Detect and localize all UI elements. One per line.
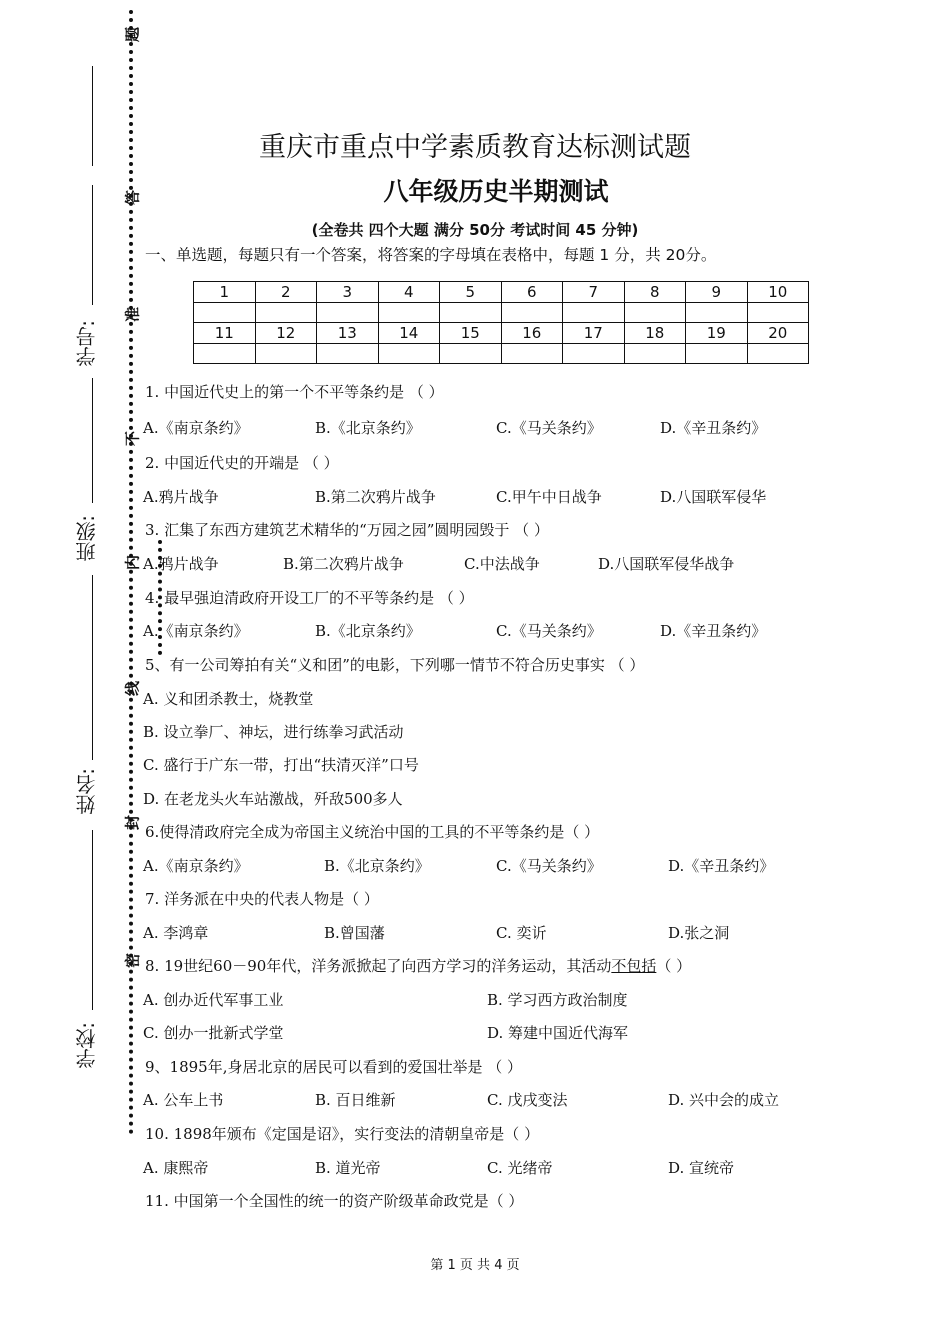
answer-table <box>193 281 809 364</box>
answer-cell[interactable] <box>317 343 379 364</box>
answer-number: 13 <box>317 323 379 344</box>
answer-number: 2 <box>255 282 317 303</box>
answer-cell[interactable] <box>440 302 502 323</box>
exam-title: 重庆市重点中学素质教育达标测试题 <box>259 132 691 163</box>
exam-info: (全卷共 四个大题 满分 50分 考试时间 45 分钟) <box>311 221 639 239</box>
option: A. 李鸿章 <box>143 924 209 942</box>
answer-cell[interactable] <box>440 343 502 364</box>
answer-cell[interactable] <box>501 343 563 364</box>
page-footer: 第 1 页 共 4 页 <box>430 1258 520 1273</box>
stem-underlined: 不包括 <box>611 957 657 975</box>
option: D. 筹建中国近代海军 <box>487 1024 629 1042</box>
answer-cell[interactable] <box>317 302 379 323</box>
answer-cell[interactable] <box>747 343 809 364</box>
answer-number: 16 <box>501 323 563 344</box>
answer-cell[interactable] <box>624 343 686 364</box>
option: A.《南京条约》 <box>143 622 249 640</box>
stem-text: （ ） <box>656 957 692 975</box>
option: D. 兴中会的成立 <box>668 1091 780 1109</box>
answer-number: 10 <box>747 282 809 303</box>
answer-cell[interactable] <box>255 343 317 364</box>
section-heading: 一、单选题，每题只有一个答案，将答案的字母填在表格中，每题 1 分，共 20分。 <box>145 246 717 264</box>
seal-char-3: 准 <box>123 307 142 323</box>
school-label: 学校: <box>75 1022 99 1069</box>
option: D.张之洞 <box>668 924 730 942</box>
option: A.鸦片战争 <box>143 488 219 506</box>
option: C. 戊戌变法 <box>487 1091 568 1109</box>
option: B.第二次鸦片战争 <box>315 488 436 506</box>
field-line-name[interactable] <box>92 575 93 760</box>
option: A. 创办近代军事工业 <box>143 991 284 1009</box>
option: D. 在老龙头火车站激战，歼敌500多人 <box>143 790 403 808</box>
answer-number: 1 <box>194 282 256 303</box>
option: C. 创办一批新式学堂 <box>143 1024 284 1042</box>
answer-cell[interactable] <box>194 343 256 364</box>
name-label: 姓名: <box>75 768 99 815</box>
answer-number: 12 <box>255 323 317 344</box>
option: B. 设立拳厂、神坛，进行练拳习武活动 <box>143 723 404 741</box>
option: C. 光绪帝 <box>487 1159 553 1177</box>
seal-char-8: 密 <box>123 953 142 969</box>
answer-cell[interactable] <box>378 302 440 323</box>
option: D. 宣统帝 <box>668 1159 735 1177</box>
answer-number: 7 <box>563 282 625 303</box>
seal-char-5: 内 <box>123 555 142 571</box>
answer-cell[interactable] <box>686 302 748 323</box>
answer-number: 18 <box>624 323 686 344</box>
question-stem: 11. 中国第一个全国性的统一的资产阶级革命政党是（ ） <box>145 1192 524 1210</box>
answer-number-row <box>194 282 809 303</box>
answer-cell[interactable] <box>563 302 625 323</box>
answer-number: 6 <box>501 282 563 303</box>
answer-cell[interactable] <box>194 302 256 323</box>
question-stem: 1. 中国近代史上的第一个不平等条约是 （ ） <box>145 383 444 401</box>
option: B.《北京条约》 <box>315 622 421 640</box>
answer-number-row <box>194 323 809 344</box>
answer-cell[interactable] <box>624 302 686 323</box>
answer-blank-row <box>194 302 809 323</box>
answer-cell[interactable] <box>563 343 625 364</box>
option: B. 百日维新 <box>315 1091 396 1109</box>
seal-char-4: 不 <box>123 431 142 447</box>
option: A. 公车上书 <box>143 1091 224 1109</box>
answer-cell[interactable] <box>747 302 809 323</box>
seal-char-2: 答 <box>123 190 142 206</box>
option: C.《马关条约》 <box>496 419 602 437</box>
question-stem: 5、有一公司筹拍有关“义和团”的电影，下列哪一情节不符合历史事实 （ ） <box>145 656 645 674</box>
answer-number: 19 <box>686 323 748 344</box>
option: D.《辛丑条约》 <box>660 419 767 437</box>
option: D.八国联军侵华 <box>660 488 767 506</box>
question-stem: 7. 洋务派在中央的代表人物是（ ） <box>145 890 379 908</box>
answer-number: 3 <box>317 282 379 303</box>
answer-number: 17 <box>563 323 625 344</box>
option: D.八国联军侵华战争 <box>598 555 735 573</box>
student-id-label: 学号: <box>75 320 99 367</box>
answer-cell[interactable] <box>378 343 440 364</box>
answer-blank-row <box>194 343 809 364</box>
question-stem: 6.使得清政府完全成为帝国主义统治中国的工具的不平等条约是（ ） <box>145 823 600 841</box>
option: A. 义和团杀教士，烧教堂 <box>143 690 314 708</box>
option: D.《辛丑条约》 <box>660 622 767 640</box>
option: B. 道光帝 <box>315 1159 381 1177</box>
option: C.《马关条约》 <box>496 622 602 640</box>
answer-number: 15 <box>440 323 502 344</box>
option: B.《北京条约》 <box>315 419 421 437</box>
question-stem: 2. 中国近代史的开端是 （ ） <box>145 454 339 472</box>
option: C.甲午中日战争 <box>496 488 602 506</box>
question-stem: 4. 最早强迫清政府开设工厂的不平等条约是 （ ） <box>145 589 474 607</box>
option: B.第二次鸦片战争 <box>283 555 404 573</box>
option: A.鸦片战争 <box>143 555 219 573</box>
answer-cell[interactable] <box>686 343 748 364</box>
option: A.《南京条约》 <box>143 857 249 875</box>
question-stem: 9、1895年,身居北京的居民可以看到的爱国壮举是 （ ） <box>145 1058 523 1076</box>
answer-number: 20 <box>747 323 809 344</box>
answer-cell[interactable] <box>255 302 317 323</box>
field-line-class[interactable] <box>92 378 93 503</box>
seal-char-7: 封 <box>123 815 142 831</box>
answer-cell[interactable] <box>501 302 563 323</box>
option: C.中法战争 <box>464 555 540 573</box>
option: A.《南京条约》 <box>143 419 249 437</box>
question-stem <box>145 955 691 976</box>
answer-number: 4 <box>378 282 440 303</box>
class-label: 班级: <box>75 515 99 562</box>
option: C. 奕䜣 <box>496 924 547 942</box>
question-stem: 3. 汇集了东西方建筑艺术精华的“万园之园”圆明园毁于 （ ） <box>145 521 549 539</box>
option: B. 学习西方政治制度 <box>487 991 628 1009</box>
answer-number: 5 <box>440 282 502 303</box>
seal-char-6: 线 <box>123 681 142 697</box>
answer-number: 14 <box>378 323 440 344</box>
option: B.曾国藩 <box>324 924 385 942</box>
option: D.《辛丑条约》 <box>668 857 775 875</box>
option: B.《北京条约》 <box>324 857 430 875</box>
answer-number: 8 <box>624 282 686 303</box>
exam-subtitle: 八年级历史半期测试 <box>383 177 609 206</box>
seal-char-1: 题 <box>123 27 142 43</box>
option: C. 盛行于广东一带，打出“扶清灭洋”口号 <box>143 756 419 774</box>
question-stem: 10. 1898年颁布《定国是诏》，实行变法的清朝皇帝是（ ） <box>145 1125 540 1143</box>
answer-number: 11 <box>194 323 256 344</box>
option: C.《马关条约》 <box>496 857 602 875</box>
field-line-school[interactable] <box>92 830 93 1010</box>
answer-number: 9 <box>686 282 748 303</box>
option: A. 康熙帝 <box>143 1159 209 1177</box>
stem-text: 8. 19世纪60－90年代，洋务派掀起了向西方学习的洋务运动，其活动 <box>145 957 612 975</box>
